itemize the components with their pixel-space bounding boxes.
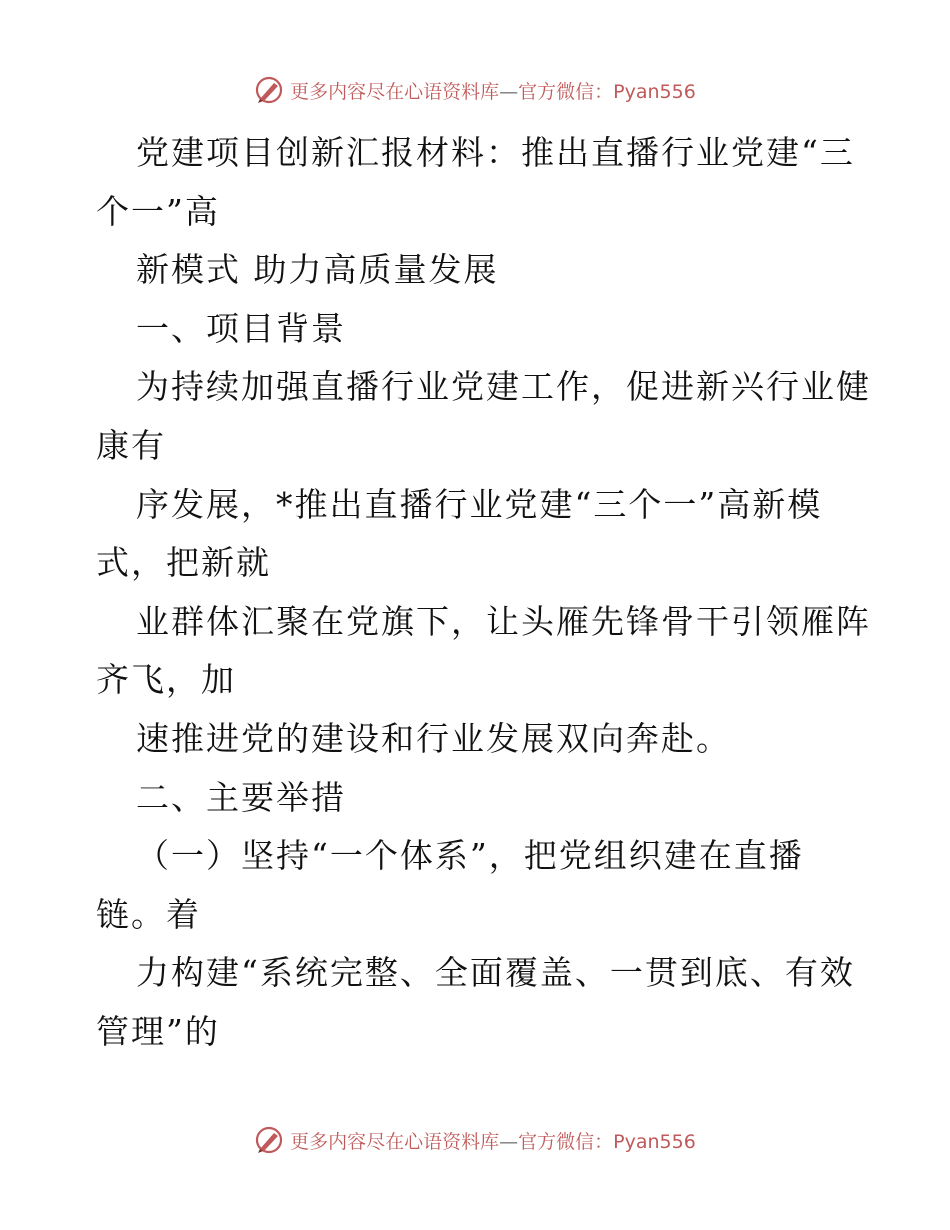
paragraph-line: 为持续加强直播行业党建工作，促进新兴行业健 [136, 367, 871, 407]
paragraph-line: 式，把新就 [96, 543, 271, 583]
header-banner [0, 70, 950, 110]
footer-banner-separator: — [499, 1130, 519, 1153]
header-banner-text [290, 77, 696, 104]
paragraph-line: 管理”的 [96, 1011, 220, 1051]
document-body [96, 124, 871, 1062]
paragraph-line: 速推进党的建设和行业发展双向奔赴。 [136, 718, 731, 758]
pen-logo-icon [254, 75, 284, 105]
section-heading-background: 一、项目背景 [136, 308, 346, 348]
header-banner-wechat: 官方微信：Pyan556 [518, 80, 696, 103]
paragraph-line: 序发展，*推出直播行业党建“三个一”高新模 [136, 484, 823, 524]
paragraph-line: 链。着 [96, 894, 201, 934]
pen-logo-icon [254, 1125, 284, 1155]
footer-banner-wechat: 官方微信：Pyan556 [518, 1130, 696, 1153]
footer-banner-main: 更多内容尽在心语资料库 [290, 1130, 500, 1153]
doc-title-line-1: 党建项目创新汇报材料：推出直播行业党建“三 [136, 133, 855, 172]
section-heading-measures: 二、主要举措 [136, 777, 346, 817]
paragraph-line: 康有 [96, 425, 166, 465]
paragraph-line: （一）坚持“一个体系”，把党组织建在直播 [136, 836, 804, 876]
paragraph-line: 力构建“系统完整、全面覆盖、一贯到底、有效 [136, 953, 855, 993]
paragraph-line: 齐飞，加 [96, 660, 236, 700]
paragraph-line: 业群体汇聚在党旗下，让头雁先锋骨干引领雁阵 [136, 601, 871, 641]
header-banner-separator: — [499, 80, 519, 103]
header-banner-main: 更多内容尽在心语资料库 [290, 80, 500, 103]
doc-title-line-3: 新模式 助力高质量发展 [136, 250, 499, 290]
footer-banner [0, 1120, 950, 1160]
doc-title-line-2: 个一”高 [96, 191, 220, 231]
footer-banner-text [290, 1127, 696, 1154]
